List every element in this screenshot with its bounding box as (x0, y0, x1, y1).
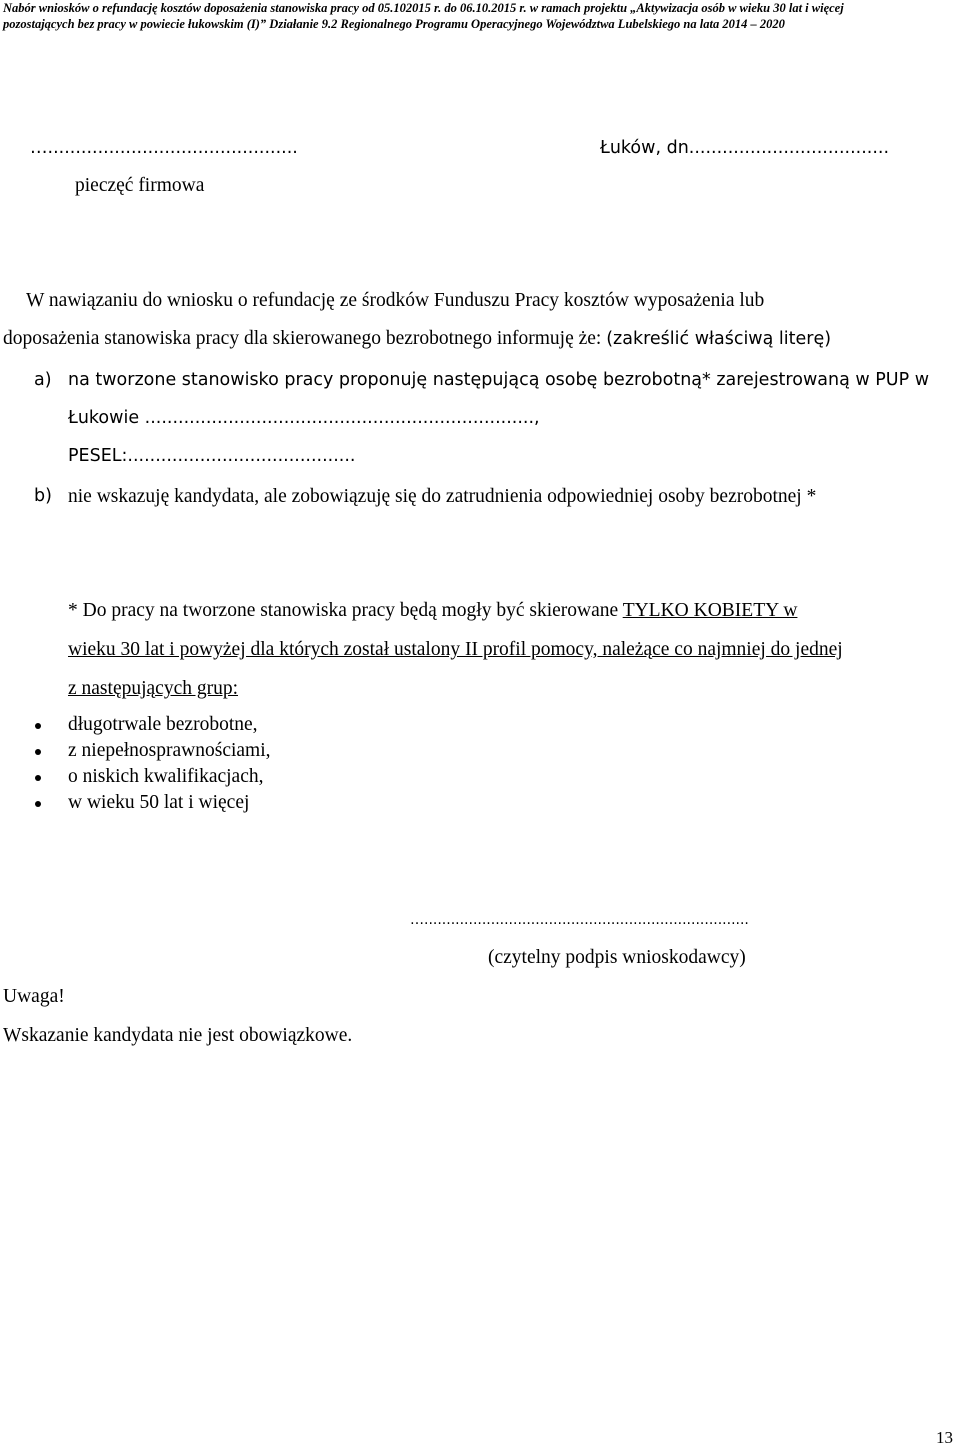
header-line-1: Nabór wniosków o refundację kosztów doposażenia stanowiska pracy od 05.102015 r. do 06.10.2015 r. w ramach projektu „Aktywizacja osób w wieku 30 lat i więcej (3, 1, 844, 15)
list-item: z niepełnosprawnościami, (68, 740, 271, 761)
header-line-2: pozostających bez pracy w powiecie łukowskim (I)” Działanie 9.2 Regionalnego Programu Operacyjnego Województwa Lubelskiego na lata 2014 – 2020 (3, 17, 785, 31)
intro-line-2-text: doposażenia stanowiska pracy dla skierowanego bezrobotnego informuję że: (3, 328, 607, 349)
footnote-line-3: z następujących grup: (68, 678, 239, 699)
footnote-line-2: wieku 30 lat i powyżej dla których został ustalony II profil pomocy, należące co najmniej do jednej (68, 639, 843, 660)
place-date: Łuków, dn.................................... (600, 138, 890, 158)
footnote-line-1 (68, 600, 797, 622)
bullet-icon (35, 801, 41, 807)
option-a-line-1: na tworzone stanowisko pracy proponuję następującą osobę bezrobotną* zarejestrowaną w PUP w (68, 370, 930, 390)
page-number: 13 (936, 1428, 953, 1447)
signature-label: (czytelny podpis wnioskodawcy) (488, 947, 746, 968)
note-title: Uwaga! (3, 986, 65, 1007)
bullet-icon (35, 723, 41, 729)
note-text: Wskazanie kandydata nie jest obowiązkowe. (3, 1025, 353, 1046)
stamp-placeholder: …............................................. (30, 138, 298, 158)
option-b-text: nie wskazuję kandydata, ale zobowiązuję się do zatrudnienia odpowiedniej osoby bezrobotnej * (68, 486, 817, 507)
list-item: długotrwale bezrobotne, (68, 714, 258, 735)
option-a-pesel: PESEL:......................................... (68, 446, 356, 466)
option-a-line-2: Łukowie ......................................................................, (68, 408, 540, 428)
list-item: o niskich kwalifikacjach, (68, 766, 264, 787)
option-a-marker: a) (34, 370, 52, 390)
intro-line-1: W nawiązaniu do wniosku o refundację ze środków Funduszu Pracy kosztów wyposażenia lub (26, 290, 765, 311)
stamp-label: pieczęć firmowa (75, 175, 205, 196)
option-b-marker: b) (34, 486, 52, 506)
intro-line-2 (3, 328, 831, 350)
bullet-icon (35, 775, 41, 781)
signature-placeholder: …......................................................................... (410, 912, 749, 928)
list-item: w wieku 50 lat i więcej (68, 792, 250, 813)
footnote-emphasis: TYLKO KOBIETY w (622, 600, 798, 621)
instruction-text: (zakreślić właściwą literę) (606, 329, 832, 349)
bullet-icon (35, 749, 41, 755)
footnote-line-1-text: * Do pracy na tworzone stanowiska pracy będą mogły być skierowane (68, 600, 623, 621)
